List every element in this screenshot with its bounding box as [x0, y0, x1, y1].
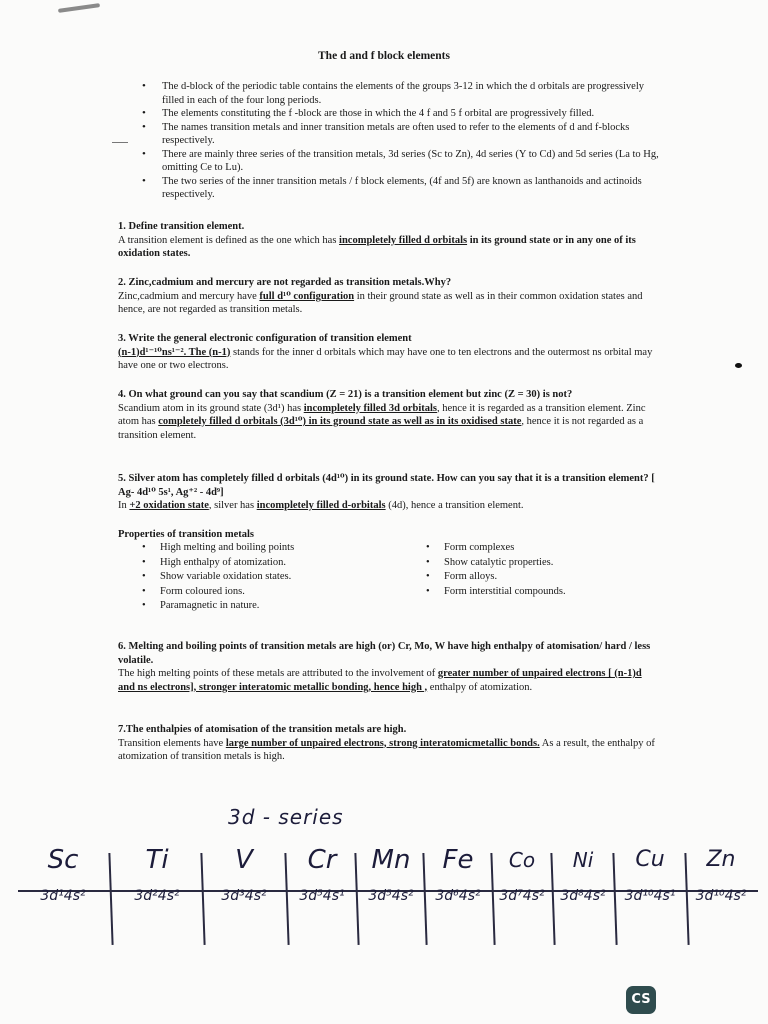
question-heading: 6. Melting and boiling points of transition metals are high (or) Cr, Mo, W have high enthalpy of atomisation/ hard / less volatile.: [118, 641, 651, 666]
question-answer: [118, 499, 658, 513]
intro-bullet: • The two series of the inner transition metals / f block elements, (4f and 5f) are known as lanthanoids and actinoids respectively.: [162, 175, 660, 202]
element-config: 3d¹⁰4s²: [695, 888, 747, 904]
element-symbol: Zn: [706, 847, 736, 872]
answer-text: , silver has: [208, 500, 257, 511]
question-answer: [118, 346, 658, 373]
question-heading: 4. On what ground can you say that scandium (Z = 21) is a transition element but zinc (Z = 30) is not?: [118, 389, 573, 400]
answer-text: Zinc,cadmium and mercury have: [118, 290, 260, 302]
question-answer: [118, 234, 658, 261]
answer-text-bold: in its ground state or in any one of its oxidation states.: [118, 234, 636, 259]
properties-left-list: [138, 541, 408, 614]
camscanner-logo-icon: CS: [626, 986, 656, 1014]
element-config: 3d⁵4s²: [368, 888, 414, 904]
answer-emphasis: greater number of unpaired electrons [ (n-1)d and ns electrons], stronger interatomic metallic bonding, hence high ,: [118, 668, 642, 693]
property-item: • Show catalytic properties.: [422, 556, 662, 571]
properties-right-column: [422, 541, 662, 599]
answer-text: enthalpy of atomization.: [427, 681, 533, 693]
element-config: 3d³4s²: [221, 888, 267, 904]
element-config: 3d²4s²: [134, 888, 180, 904]
element-config: 3d⁸4s²: [560, 888, 606, 904]
question-7: [118, 723, 658, 764]
question-3: [118, 332, 658, 373]
question-heading: 1. Define transition element.: [118, 221, 245, 232]
ink-dot: [735, 363, 742, 368]
element-symbol: Sc: [47, 845, 79, 875]
answer-text: As a result, the enthalpy of atomization of transition metals is high.: [118, 737, 655, 762]
properties-right-list: [422, 541, 662, 599]
answer-emphasis: completely filled d orbitals (3d¹⁰) in its ground state as well as in its oxidised state: [158, 416, 522, 427]
answer-text: The high melting points of these metals are attributed to the involvement of: [118, 668, 438, 679]
element-symbol: Ti: [145, 845, 169, 875]
answer-text: , hence it is regarded as a transition element. Zinc atom has: [118, 402, 646, 427]
element-column-ti: [114, 845, 200, 905]
element-column-sc: [20, 845, 106, 905]
element-column-fe: [426, 845, 490, 905]
question-answer: [118, 667, 658, 694]
question-heading: 2. Zinc,cadmium and mercury are not regarded as transition metals.Why?: [118, 277, 452, 288]
question-heading: 7.The enthalpies of atomisation of the transition metals are high.: [118, 724, 407, 735]
element-symbol: Ni: [572, 848, 594, 872]
property-item: • Show variable oxidation states.: [138, 570, 408, 585]
element-column-zn: [688, 845, 754, 905]
answer-text: in their ground state as well as in their common oxidation states and hence, are not regarded as transition metals.: [118, 290, 643, 315]
answer-text: (4d), hence a transition element.: [385, 500, 524, 511]
element-config: 3d⁵4s¹: [299, 888, 345, 904]
handwritten-3d-series-table: [18, 845, 758, 945]
element-symbol: Cr: [307, 845, 337, 875]
question-4: [118, 388, 658, 442]
column-separator: [200, 853, 205, 945]
element-config: 3d¹⁰4s¹: [624, 888, 676, 904]
answer-emphasis: (n-1)d¹⁻¹⁰ns¹⁻². The (n-1): [118, 346, 231, 358]
answer-emphasis: incompletely filled d orbitals: [339, 234, 468, 246]
answer-emphasis: full d¹⁰ configuration: [259, 290, 355, 302]
question-answer: [118, 290, 658, 317]
answer-text: Transition elements have: [118, 737, 226, 749]
element-column-cu: [616, 845, 684, 905]
answer-text: Scandium atom in its ground state (3d¹) has: [118, 402, 304, 414]
element-symbol: Co: [508, 848, 536, 872]
intro-bullet: • The d-block of the periodic table contains the elements of the groups 3-12 in which the d orbitals are progressively filled in each of the four long periods.: [162, 80, 660, 107]
question-answer: [118, 737, 658, 764]
property-item: • Form interstitial compounds.: [422, 585, 662, 600]
element-column-mn: [359, 845, 423, 905]
answer-text: A transition element is defined as the one which has: [118, 234, 340, 246]
property-item: • High melting and boiling points: [138, 541, 408, 556]
answer-emphasis: +2 oxidation state: [129, 500, 209, 511]
intro-bullet-list: [120, 80, 660, 202]
property-item: • Form alloys.: [422, 570, 662, 585]
answer-emphasis: large number of unpaired electrons, strong interatomicmetallic bonds.: [225, 737, 540, 749]
question-5: [118, 472, 658, 513]
column-separator: [284, 853, 289, 945]
intro-bullet: • The elements constituting the f -block are those in which the 4 f and 5 f orbital are progressively filled.: [162, 107, 660, 121]
page-title: The d and f block elements: [318, 50, 450, 62]
intro-bullet: • There are mainly three series of the transition metals, 3d series (Sc to Zn), 4d series (Y to Cd) and 5d series (La to Hg, omitting Ce to Lu).: [162, 148, 660, 175]
question-heading: 5. Silver atom has completely filled d orbitals (4d¹⁰) in its ground state. How can you say that it is a transition element? [ Ag- 4d¹⁰ 5s¹, Ag⁺² - 4d⁹]: [118, 473, 655, 498]
question-answer: [118, 402, 658, 443]
answer-emphasis: incompletely filled 3d orbitals: [303, 402, 438, 414]
answer-emphasis: incompletely filled d-orbitals: [256, 500, 386, 511]
property-item: • Paramagnetic in nature.: [138, 599, 408, 614]
element-column-co: [494, 845, 550, 905]
intro-section: [120, 80, 660, 202]
properties-section: [118, 528, 658, 542]
pen-mark: [58, 3, 100, 13]
answer-text: stands for the inner d orbitals which may have one to ten electrons and the outermost ns orbital may have one or two electrons.: [118, 346, 653, 371]
element-config: 3d⁷4s²: [499, 888, 545, 904]
property-item: • High enthalpy of atomization.: [138, 556, 408, 571]
properties-left-column: [138, 541, 408, 614]
handwritten-title: 3d - series: [228, 805, 344, 829]
answer-text: In: [118, 500, 130, 511]
element-symbol: Fe: [442, 845, 474, 875]
question-1: [118, 220, 658, 261]
element-config: 3d⁶4s²: [435, 888, 481, 904]
element-column-cr: [290, 845, 354, 905]
element-column-v: [206, 845, 282, 905]
element-symbol: Mn: [371, 845, 411, 875]
element-config: 3d¹4s²: [40, 888, 86, 904]
property-item: • Form complexes: [422, 541, 662, 556]
question-heading: 3. Write the general electronic configuration of transition element: [118, 333, 412, 344]
element-symbol: Cu: [635, 847, 665, 872]
intro-bullet: • The names transition metals and inner transition metals are often used to refer to the elements of d and f-blocks respectively.: [162, 121, 660, 148]
properties-heading: Properties of transition metals: [118, 529, 254, 540]
element-symbol: V: [235, 845, 253, 875]
column-separator: [108, 853, 113, 945]
question-6: [118, 640, 658, 694]
property-item: • Form coloured ions.: [138, 585, 408, 600]
element-column-ni: [554, 845, 612, 905]
answer-text: , hence it is not regarded as a transition element.: [118, 416, 644, 441]
question-2: [118, 276, 658, 317]
